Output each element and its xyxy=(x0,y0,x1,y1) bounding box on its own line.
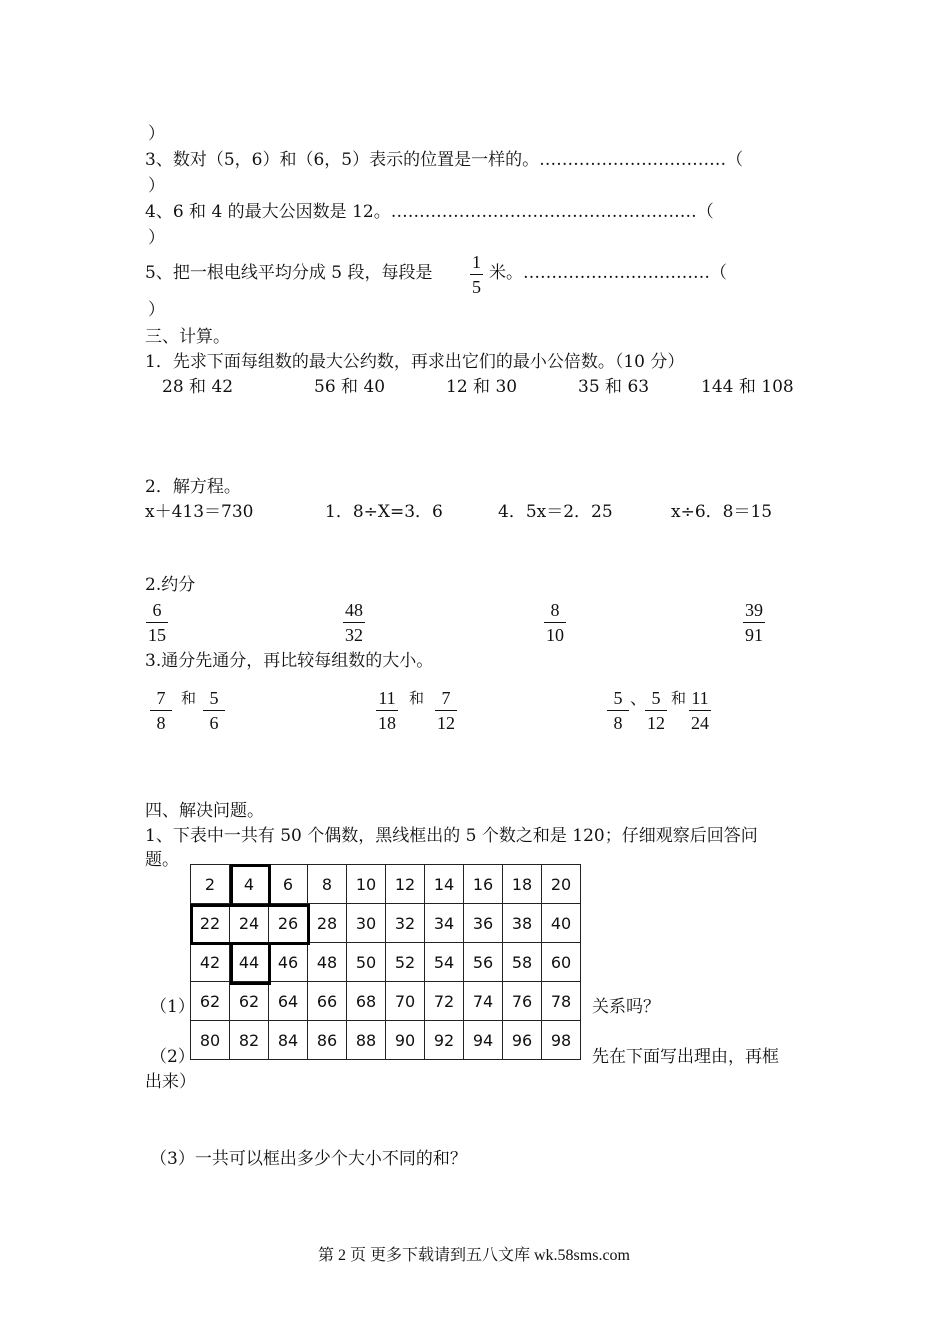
sub2-line2: 出来） xyxy=(145,1072,196,1092)
gcd-item-1: 28 和 42 xyxy=(162,377,234,397)
grid-cell: 70 xyxy=(386,982,425,1021)
sub2-tail: 先在下面写出理由，再框 xyxy=(592,1047,779,1067)
grid-cell: 80 xyxy=(191,1021,230,1060)
reduce-fraction-3 xyxy=(544,601,566,644)
cmp-g3-num-2: 5 xyxy=(645,689,667,711)
q5-fraction xyxy=(470,253,483,296)
grid-cell: 94 xyxy=(464,1021,503,1060)
cmp-g2-num-1: 11 xyxy=(376,689,398,711)
grid-cell: 6 xyxy=(269,865,308,904)
grid-cell: 10 xyxy=(347,865,386,904)
reduce-num-3: 8 xyxy=(544,601,566,623)
gcd-item-5: 144 和 108 xyxy=(701,377,794,397)
cmp-g3-den-2: 12 xyxy=(647,713,665,733)
sub3-question: （3）一共可以框出多少个大小不同的和？ xyxy=(150,1149,467,1169)
reduce-den-1: 15 xyxy=(148,625,166,645)
grid-cell: 36 xyxy=(464,904,503,943)
reduce-den-2: 32 xyxy=(345,625,363,645)
sub1-tail: 关系吗？ xyxy=(592,997,660,1017)
grid-cell: 66 xyxy=(308,982,347,1021)
compare-g3-frac-3 xyxy=(689,689,711,732)
grid-cell: 12 xyxy=(386,865,425,904)
problems-heading: 四、解决问题。 xyxy=(145,801,264,821)
grid-cell: 68 xyxy=(347,982,386,1021)
grid-cell: 52 xyxy=(386,943,425,982)
grid-cell: 8 xyxy=(308,865,347,904)
grid-cell: 28 xyxy=(308,904,347,943)
cmp-g3-num-1: 5 xyxy=(607,689,629,711)
grid-row xyxy=(191,865,581,904)
grid-cell: 74 xyxy=(464,982,503,1021)
equation-4: x÷6．8＝15 xyxy=(671,502,773,522)
grid-cell: 84 xyxy=(269,1021,308,1060)
equation-2: 1．8÷X=3．6 xyxy=(325,502,443,522)
grid-cell: 72 xyxy=(425,982,464,1021)
equation-1: x＋413＝730 xyxy=(145,502,254,522)
grid-cell: 20 xyxy=(542,865,581,904)
even-number-grid xyxy=(190,864,581,1060)
grid-cell: 16 xyxy=(464,865,503,904)
cmp-g1-num-2: 5 xyxy=(203,689,225,711)
grid-cell: 62 xyxy=(230,982,269,1021)
grid-cell: 86 xyxy=(308,1021,347,1060)
reduce-num-4: 39 xyxy=(743,601,765,623)
grid-cell: 40 xyxy=(542,904,581,943)
problems-q1-line1: 1、下表中一共有 50 个偶数，黑线框出的 5 个数之和是 120；仔细观察后回答问 xyxy=(145,826,758,846)
grid-cell: 38 xyxy=(503,904,542,943)
judge-q5-pre: 5、把一根电线平均分成 5 段，每段是 xyxy=(145,263,433,283)
grid-cell: 34 xyxy=(425,904,464,943)
grid-cell: 32 xyxy=(386,904,425,943)
grid-cell: 22 xyxy=(191,904,230,943)
grid-cell: 24 xyxy=(230,904,269,943)
cmp-g3-den-3: 24 xyxy=(691,713,709,733)
grid-cell: 62 xyxy=(191,982,230,1021)
grid-cell: 60 xyxy=(542,943,581,982)
gcd-item-2: 56 和 40 xyxy=(314,377,386,397)
reduce-num-1: 6 xyxy=(146,601,168,623)
grid-cell: 4 xyxy=(230,865,269,904)
compare-g2-frac-2 xyxy=(435,689,457,732)
reduce-den-4: 91 xyxy=(745,625,763,645)
grid-cell: 76 xyxy=(503,982,542,1021)
cmp-g3-den-1: 8 xyxy=(613,713,623,733)
calc-q2-title: 2．解方程。 xyxy=(145,477,241,497)
compare-g2-frac-1 xyxy=(376,689,398,732)
grid-cell: 92 xyxy=(425,1021,464,1060)
grid-cell: 14 xyxy=(425,865,464,904)
grid-cell: 46 xyxy=(269,943,308,982)
judge-q3: 3、数对（5，6）和（6，5）表示的位置是一样的。……………………………（ xyxy=(145,150,744,170)
reduce-fraction-1 xyxy=(146,601,168,644)
calc-q1-title: 1．先求下面每组数的最大公约数，再求出它们的最小公倍数。（10 分） xyxy=(145,352,685,372)
grid-cell: 98 xyxy=(542,1021,581,1060)
grid-cell: 64 xyxy=(269,982,308,1021)
equation-3: 4．5x＝2．25 xyxy=(498,502,613,522)
grid-cell: 42 xyxy=(191,943,230,982)
compare-g1-frac-2 xyxy=(203,689,225,732)
q5-tail: ） xyxy=(148,300,165,320)
cmp-g1-den-2: 6 xyxy=(209,713,219,733)
compare-g2-and: 和 xyxy=(409,689,425,707)
grid-cell: 88 xyxy=(347,1021,386,1060)
grid-cell: 78 xyxy=(542,982,581,1021)
compare-title: 3.通分先通分，再比较每组数的大小。 xyxy=(145,651,434,671)
reduce-fraction-4 xyxy=(743,601,765,644)
q3-tail: ） xyxy=(148,176,165,196)
grid-cell: 90 xyxy=(386,1021,425,1060)
grid-cell: 30 xyxy=(347,904,386,943)
page-footer: 第 2 页 更多下载请到五八文库 wk.58sms.com xyxy=(318,1247,631,1264)
grid-cell: 2 xyxy=(191,865,230,904)
cmp-g1-num-1: 7 xyxy=(150,689,172,711)
cmp-g2-num-2: 7 xyxy=(435,689,457,711)
gcd-item-3: 12 和 30 xyxy=(446,377,518,397)
grid-cell: 58 xyxy=(503,943,542,982)
grid-cell: 54 xyxy=(425,943,464,982)
grid-cell: 50 xyxy=(347,943,386,982)
judge-q4: 4、6 和 4 的最大公因数是 12。………………………………………………（ xyxy=(145,202,714,222)
calc-heading: 三、计算。 xyxy=(145,327,230,347)
q2-tail: ） xyxy=(148,124,165,144)
gcd-item-4: 35 和 63 xyxy=(578,377,650,397)
compare-g1-and: 和 xyxy=(181,689,197,707)
compare-g3-frac-2 xyxy=(645,689,667,732)
compare-g3-and: 和 xyxy=(671,689,687,707)
grid-cell: 18 xyxy=(503,865,542,904)
cmp-g2-den-2: 12 xyxy=(437,713,455,733)
sub2-label: （2） xyxy=(150,1047,195,1067)
grid-row xyxy=(191,982,581,1021)
grid-cell: 26 xyxy=(269,904,308,943)
cmp-g1-den-1: 8 xyxy=(156,713,166,733)
grid-row xyxy=(191,904,581,943)
problems-q1-line2: 题。 xyxy=(145,850,179,870)
compare-g3-sep: 、 xyxy=(630,689,647,709)
cmp-g2-den-1: 18 xyxy=(378,713,396,733)
q5-frac-den: 5 xyxy=(472,277,481,297)
grid-cell: 96 xyxy=(503,1021,542,1060)
judge-q5-post: 米。……………………………（ xyxy=(489,263,727,283)
grid-cell: 56 xyxy=(464,943,503,982)
q4-tail: ） xyxy=(148,228,165,248)
grid-cell: 48 xyxy=(308,943,347,982)
reduce-den-3: 10 xyxy=(546,625,564,645)
grid-cell: 82 xyxy=(230,1021,269,1060)
sub1-label: （1） xyxy=(150,997,195,1017)
q5-frac-num: 1 xyxy=(470,253,483,275)
reduce-fraction-2 xyxy=(343,601,365,644)
grid-cell: 44 xyxy=(230,943,269,982)
cmp-g3-num-3: 11 xyxy=(689,689,711,711)
reduce-num-2: 48 xyxy=(343,601,365,623)
reduce-title: 2.约分 xyxy=(145,575,196,595)
grid-row xyxy=(191,1021,581,1060)
compare-g3-frac-1 xyxy=(607,689,629,732)
compare-g1-frac-1 xyxy=(150,689,172,732)
grid-row xyxy=(191,943,581,982)
